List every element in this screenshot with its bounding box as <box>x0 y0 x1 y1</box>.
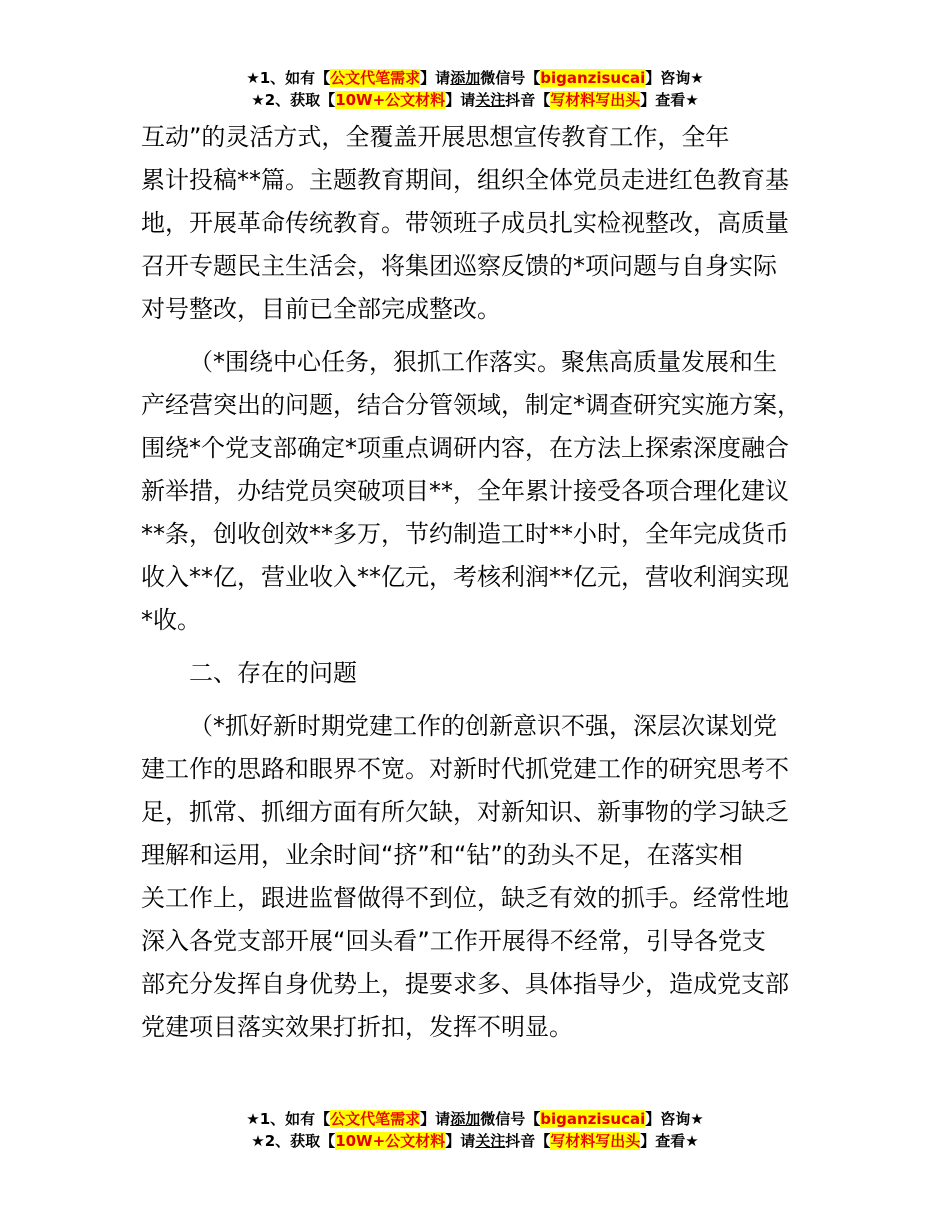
banner-underlined-text: 添加 <box>450 69 481 87</box>
text-line: 对号整改，目前已全部完成整改。 <box>141 295 501 323</box>
banner-text: 】请 <box>445 1132 476 1150</box>
text-line: 足，抓常、抓细方面有所欠缺，对新知识、新事物的学习缺乏 <box>141 798 789 826</box>
banner-text: 】查看★ <box>640 1132 699 1150</box>
banner-underlined-text: 关注 <box>475 91 506 109</box>
banner-text: ★1、如有【 <box>246 69 331 87</box>
paragraph-2 <box>141 341 831 642</box>
text-line: 收入**亿，营业收入**亿元，考核利润**亿元，营收利润实现 <box>141 563 789 591</box>
text-line: 围绕*个党支部确定*项重点调研内容，在方法上探索深度融合 <box>141 434 789 462</box>
text-line: 地，开展革命传统教育。带领班子成员扎实检视整改，高质量 <box>141 209 789 237</box>
section-heading: 二、存在的问题 <box>189 659 357 687</box>
banner-highlight: 公文代笔需求 <box>330 69 421 87</box>
text-line: （*抓好新时期党建工作的创新意识不强，深层次谋划党 <box>189 712 777 740</box>
banner-highlight: 公文代笔需求 <box>330 1110 421 1128</box>
text-line: 新举措，办结党员突破项目**，全年累计接受各项合理化建议 <box>141 477 789 505</box>
banner-highlight: 写材料写出头 <box>550 91 641 109</box>
footer-banner <box>0 1108 950 1152</box>
banner-underlined-text: 添加 <box>450 1110 481 1128</box>
banner-line-2 <box>0 89 950 111</box>
text-line: （*围绕中心任务，狠抓工作落实。聚焦高质量发展和生 <box>189 348 777 376</box>
text-line: 互动”的灵活方式，全覆盖开展思想宣传教育工作，全年 <box>141 123 730 151</box>
banner-text: 抖音【 <box>505 91 551 109</box>
banner-text: 微信号【 <box>480 1110 541 1128</box>
banner-text: 】咨询★ <box>645 1110 704 1128</box>
text-line: 召开专题民主生活会，将集团巡察反馈的*项问题与自身实际 <box>141 252 777 280</box>
banner-text: 】请 <box>445 91 476 109</box>
banner-text: 抖音【 <box>505 1132 551 1150</box>
banner-highlight: biganzisucai <box>540 69 646 87</box>
banner-text: ★2、获取【 <box>251 91 336 109</box>
paragraph-1 <box>141 116 831 331</box>
document-body <box>141 116 831 1049</box>
header-banner <box>0 67 950 111</box>
banner-highlight: 写材料写出头 <box>550 1132 641 1150</box>
banner-line-2 <box>0 1130 950 1152</box>
banner-underlined-text: 关注 <box>475 1132 506 1150</box>
text-line: 深入各党支部开展“回头看”工作开展得不经常，引导各党支 <box>141 927 766 955</box>
text-line: 建工作的思路和眼界不宽。对新时代抓党建工作的研究思考不 <box>141 755 789 783</box>
text-line: 累计投稿**篇。主题教育期间，组织全体党员走进红色教育基 <box>141 166 789 194</box>
text-line: 产经营突出的问题，结合分管领域，制定*调查研究实施方案， <box>141 391 801 419</box>
banner-text: ★1、如有【 <box>246 1110 331 1128</box>
banner-line-1 <box>0 1108 950 1130</box>
banner-text: 】查看★ <box>640 91 699 109</box>
text-line: 部充分发挥自身优势上，提要求多、具体指导少，造成党支部 <box>141 970 789 998</box>
text-line: *收。 <box>141 606 201 634</box>
text-line: 党建项目落实效果打折扣，发挥不明显。 <box>141 1013 573 1041</box>
banner-text: 】请 <box>420 69 451 87</box>
paragraph-3 <box>141 705 831 1049</box>
banner-highlight: 10W+公文材料 <box>335 1132 446 1150</box>
banner-text: 】咨询★ <box>645 69 704 87</box>
text-line: 关工作上，跟进监督做得不到位，缺乏有效的抓手。经常性地 <box>141 884 789 912</box>
banner-text: ★2、获取【 <box>251 1132 336 1150</box>
banner-highlight: 10W+公文材料 <box>335 91 446 109</box>
text-line: 理解和运用，业余时间“挤”和“钻”的劲头不足，在落实相 <box>141 841 743 869</box>
banner-text: 】请 <box>420 1110 451 1128</box>
text-line: **条，创收创效**多万，节约制造工时**小时，全年完成货币 <box>141 520 789 548</box>
banner-line-1 <box>0 67 950 89</box>
banner-highlight: biganzisucai <box>540 1110 646 1128</box>
banner-text: 微信号【 <box>480 69 541 87</box>
